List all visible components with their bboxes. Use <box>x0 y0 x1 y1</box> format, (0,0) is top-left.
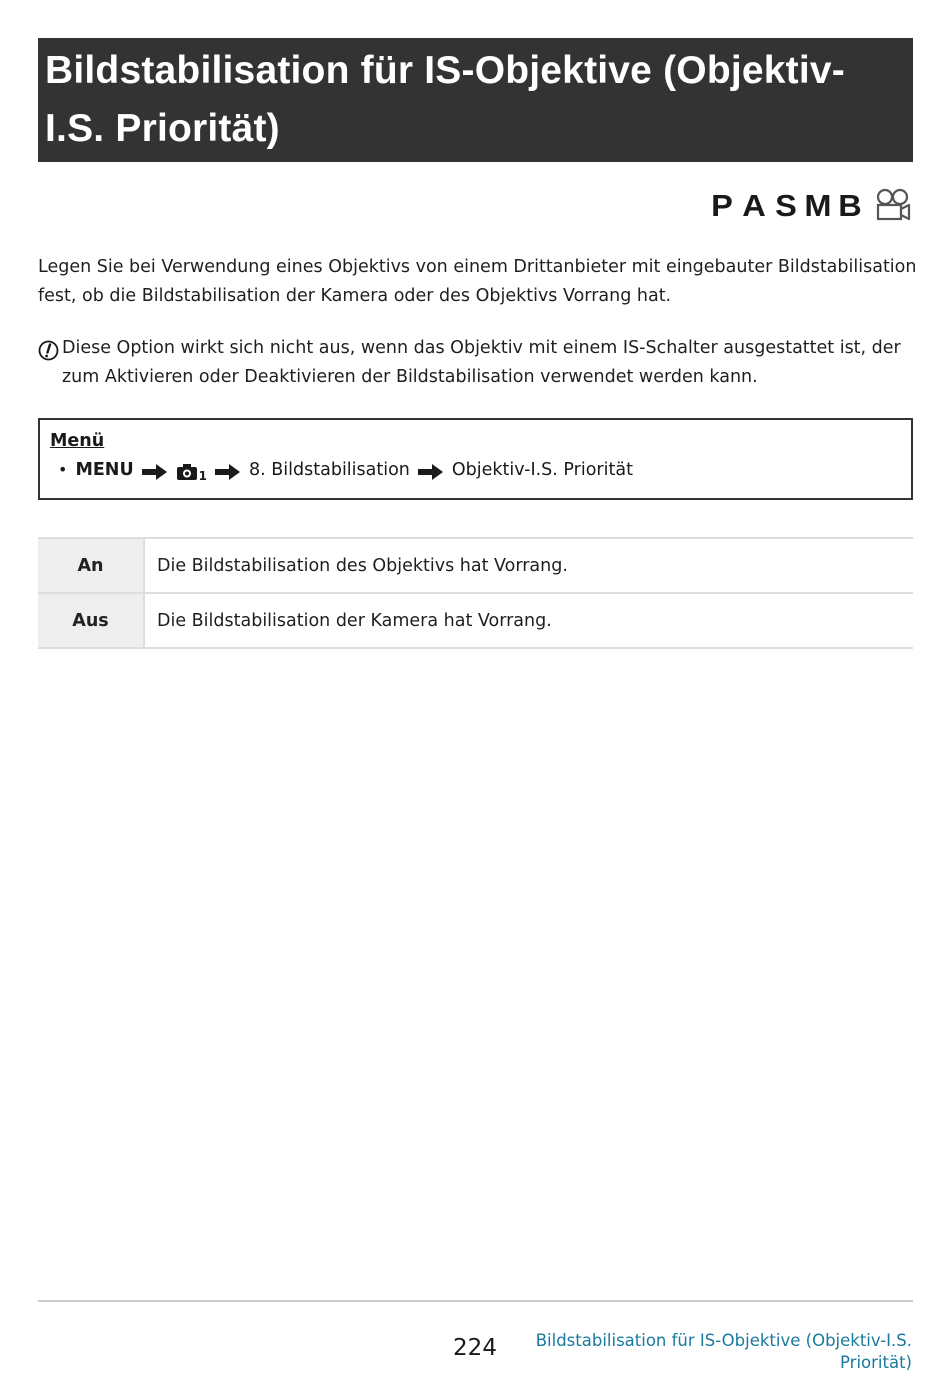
menu-path <box>50 455 901 485</box>
page-title: Bildstabilisation für IS-Objektive (Objektiv-I.S. Priorität) <box>45 49 845 150</box>
arrow-right-icon <box>215 461 241 479</box>
caution-icon <box>38 340 59 361</box>
option-key: An <box>38 538 144 593</box>
options-table <box>38 537 913 649</box>
menu-key: MENU <box>75 460 134 480</box>
menu-heading: Menü <box>50 431 105 451</box>
table-row <box>38 593 913 648</box>
page-title-bar <box>38 38 913 162</box>
menu-step-lens-priority: Objektiv-I.S. Priorität <box>451 460 633 480</box>
arrow-right-icon <box>142 461 168 479</box>
mode-a: A <box>742 188 766 223</box>
mode-s: S <box>775 188 797 223</box>
footer-section-link[interactable]: Bildstabilisation für IS-Objektive (Objektiv-I.S. Priorität) <box>535 1331 912 1372</box>
option-description: Die Bildstabilisation des Objektivs hat Vorrang. <box>144 538 913 593</box>
option-key: Aus <box>38 593 144 648</box>
movie-camera-icon <box>874 188 912 224</box>
mode-m: M <box>804 188 832 223</box>
intro-text: Legen Sie bei Verwendung eines Objektivs von einem Drittanbieter mit eingebauter Bildstabilisation fest, ob die Bildstabilisation der Kamera oder des Objektivs Vorrang hat. <box>38 257 917 306</box>
menu-box <box>38 418 913 500</box>
page-number: 224 <box>453 1335 497 1361</box>
camera-menu-number: 1 <box>198 469 208 483</box>
footer-divider <box>38 1300 913 1302</box>
menu-step-stabilisation: 8. Bildstabilisation <box>249 460 410 480</box>
note <box>38 334 918 392</box>
camera-icon <box>176 461 198 479</box>
note-text: Diese Option wirkt sich nicht aus, wenn das Objektiv mit einem IS-Schalter ausgestattet ist, der zum Aktivieren oder Deaktivieren der Bildstabilisation verwendet werden kann. <box>62 338 901 387</box>
table-row <box>38 538 913 593</box>
mode-p: P <box>711 188 733 223</box>
arrow-right-icon <box>418 461 444 479</box>
bullet: • <box>58 460 68 479</box>
shooting-modes <box>706 186 912 226</box>
option-description: Die Bildstabilisation der Kamera hat Vorrang. <box>144 593 913 648</box>
mode-b: B <box>838 188 862 223</box>
